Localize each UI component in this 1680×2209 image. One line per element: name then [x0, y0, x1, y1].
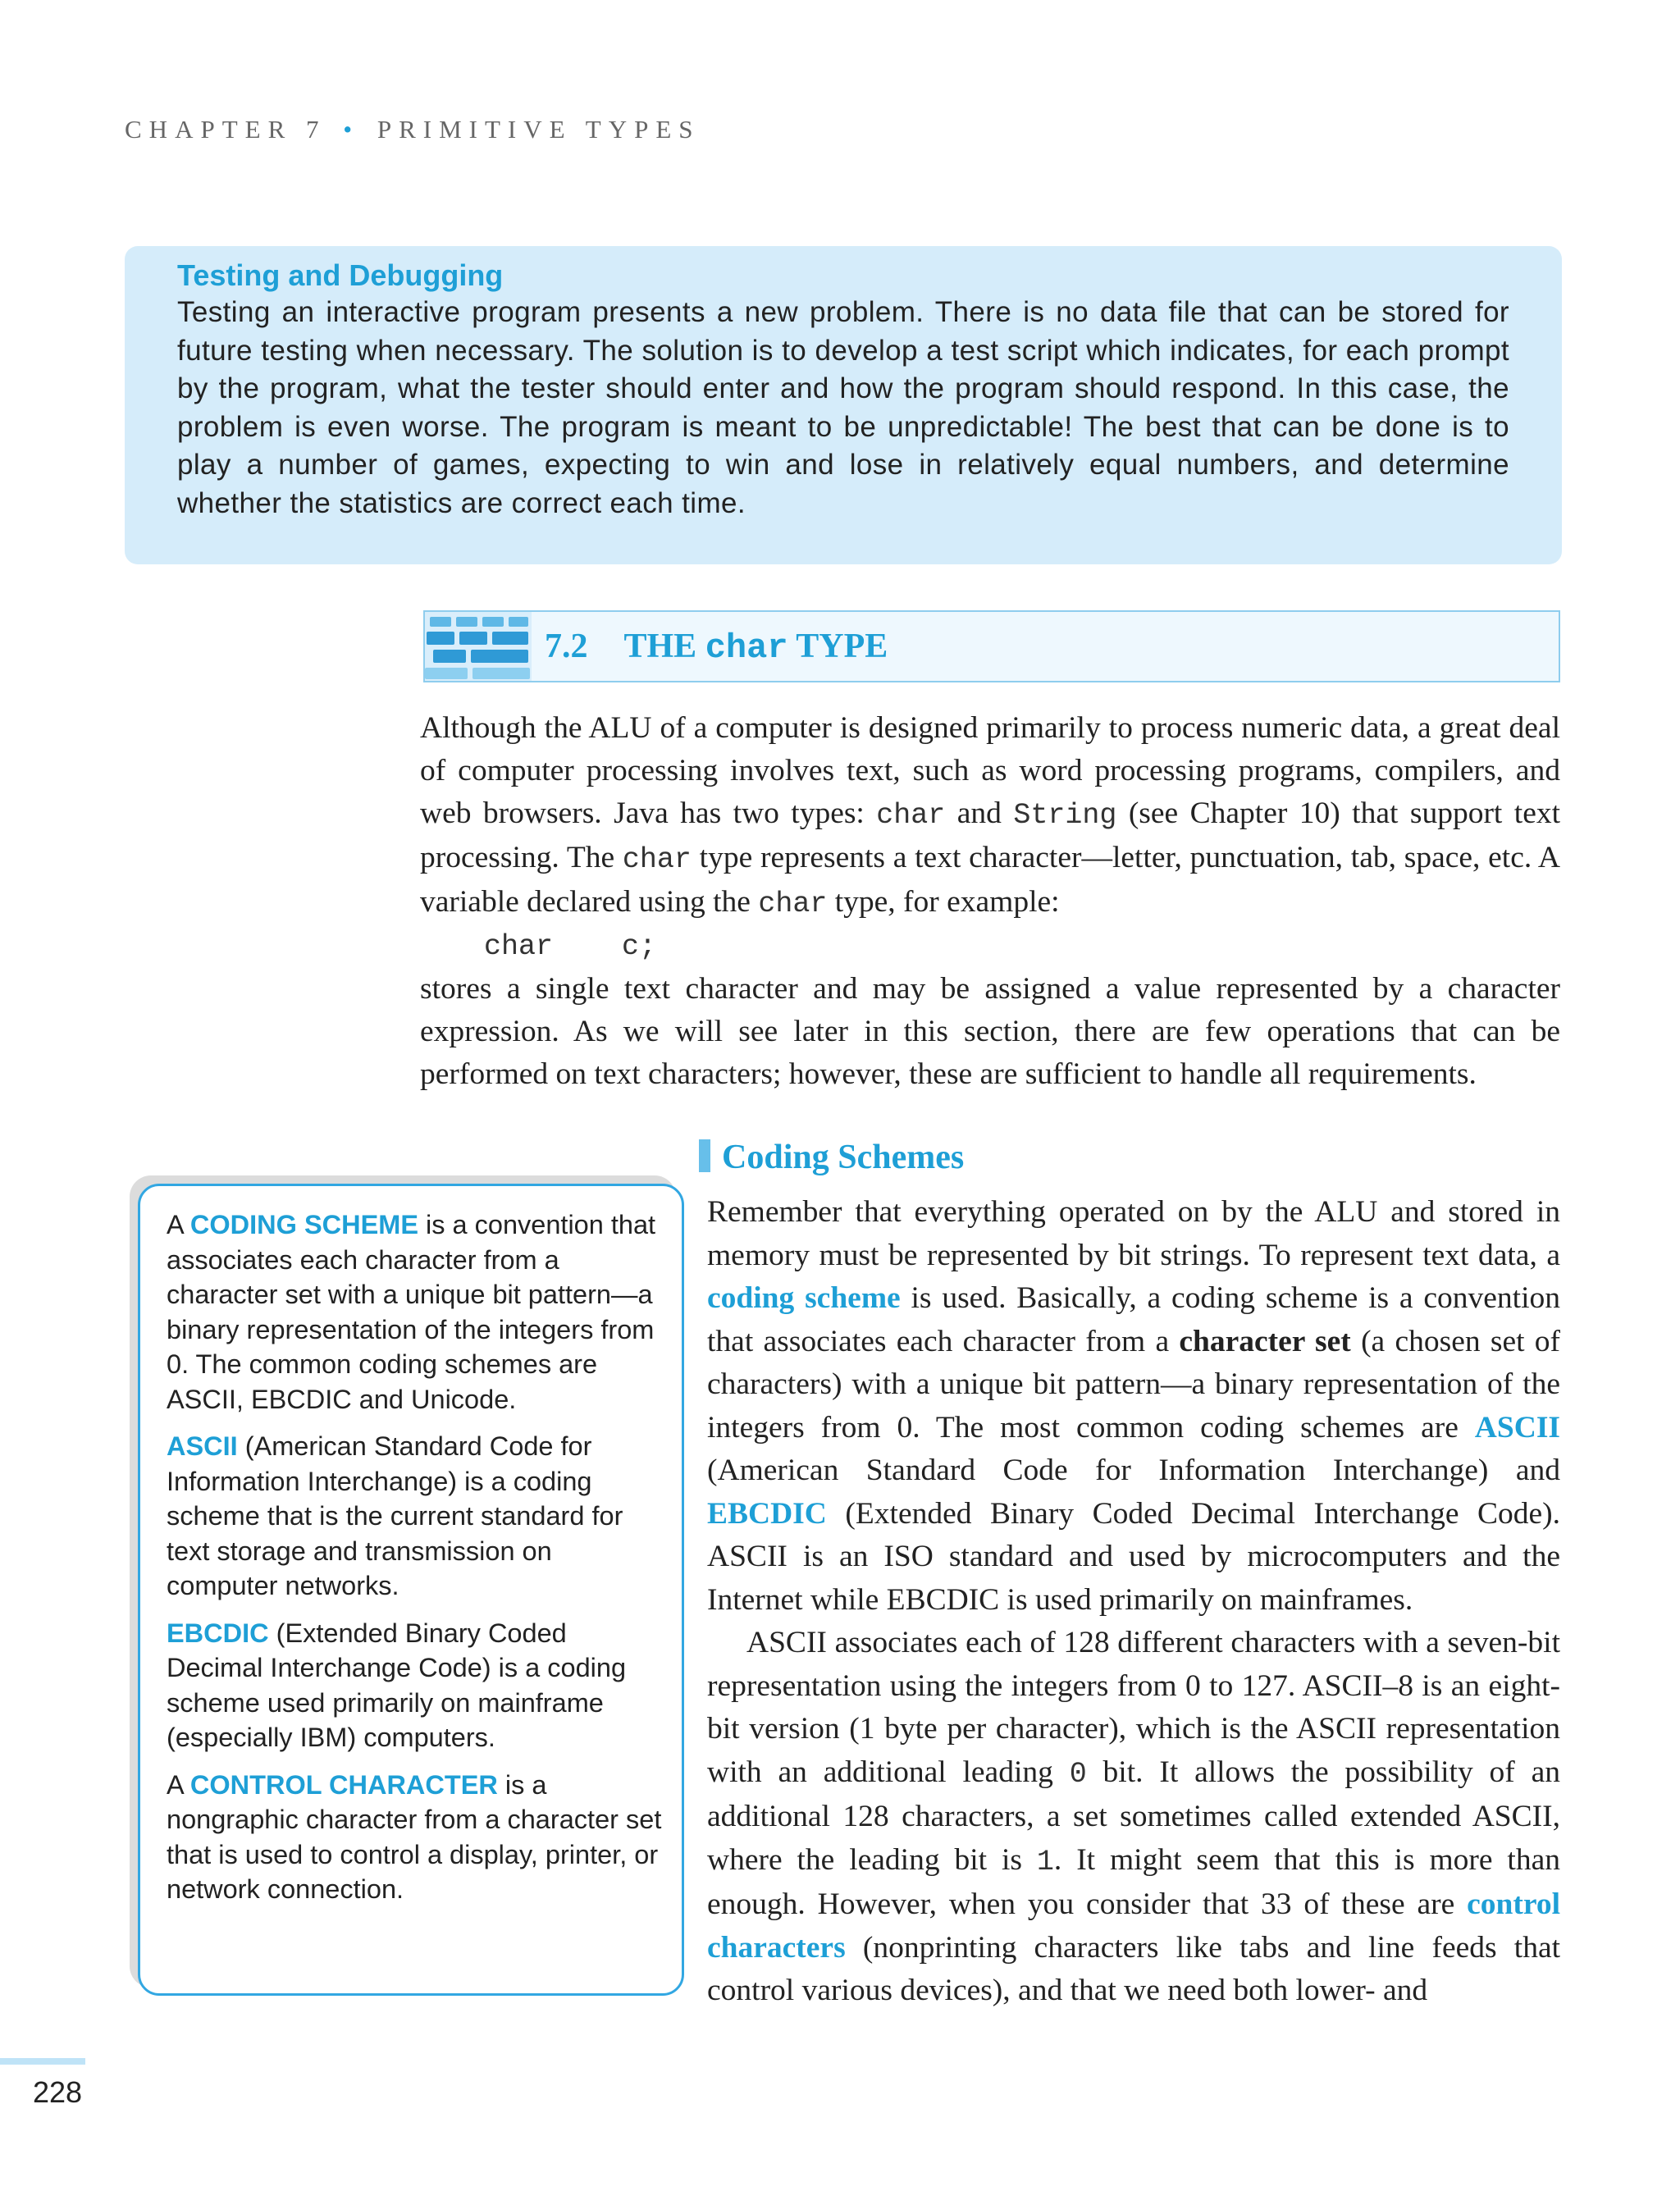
tip-box-title: Testing and Debugging — [177, 258, 504, 292]
subsection-heading — [699, 1138, 964, 1177]
code-example: char c; — [484, 930, 657, 963]
bold-character-set: character set — [1179, 1324, 1351, 1358]
body-paragraph-2: ASCII associates each of 128 different characters with a seven-bit representation using the integers from 0 to 127. ASCII–8 is an eight-bit version (1 byte per character), which is the ASCII representation with an additional leading 0 bit. It allows the possibility of an additional 128 characters, a set sometimes called extended ASCII, where the leading bit is 1. It might seem that this is more than enough. However, when you consider that 33 of these are control characters (nonprinting characters like tabs and line feeds that control various devices), and that we need both lower- and — [707, 1626, 1561, 2007]
tip-box-body: Testing an interactive program presents a new problem. There is no data file that can be stored for future testing when necessary. The solution is to develop a test script which indicates, for each prompt by the program, what the tester should enter and how the program should respond. In this case, the problem is even worse. The program is meant to be unpredictable! The best that can be done is to play a number of games, expecting to win and lose in relatively equal numbers, and determine whether the statistics are correct each time. — [177, 296, 1509, 519]
code-string: String — [1013, 799, 1117, 832]
intro-paragraph-1: Although the ALU of a computer is designed primarily to process numeric data, a great deal of computer processing involves text, such as word processing programs, compilers, and web browsers. Java has two types: char and String (see Chapter 10) that support text processing. The char type represents a text character—letter, punctuation, tab, space, etc. A variable declared using the char type, for example: — [420, 711, 1561, 920]
testing-debugging-box — [125, 246, 1562, 564]
code-one: 1 — [1036, 1845, 1054, 1878]
term-coding-scheme: CODING SCHEME — [189, 1210, 418, 1239]
section-title-code: char — [705, 628, 788, 668]
subsection-title: Coding Schemes — [722, 1139, 965, 1176]
keyword-coding-scheme: coding scheme — [707, 1281, 901, 1315]
definition-coding-scheme: A CODING SCHEME is a convention that associates each character from a character set with a unique bit pattern—a binary representation of the integers from 0. The common coding schemes are ASCII, EBCDIC and Unicode. — [167, 1210, 656, 1414]
intro-text — [420, 707, 1560, 1096]
definition-ebcdic: EBCDIC (Extended Binary Coded Decimal Interchange Code) is a coding scheme used primarily on mainframe (especially IBM) computers. — [167, 1618, 627, 1752]
keyword-ascii: ASCII — [1474, 1410, 1561, 1445]
section-number: 7.2 — [545, 628, 588, 665]
keyword-control-characters: control characters — [707, 1887, 1560, 1965]
chapter-title: PRIMITIVE TYPES — [377, 115, 701, 144]
intro-paragraph-2: stores a single text character and may be assigned a value represented by a character expression. As we will see later in this section, there are few operations that can be performed on text characters; however, these are sufficient to handle all requirements. — [420, 972, 1560, 1091]
term-ascii: ASCII — [167, 1431, 238, 1461]
bullet-separator: • — [343, 115, 353, 144]
section-title-pre: THE — [623, 628, 697, 665]
section-heading — [423, 610, 1560, 682]
term-ebcdic: EBCDIC — [167, 1618, 269, 1648]
keyword-ebcdic: EBCDIC — [707, 1496, 827, 1531]
definitions-sidebar — [138, 1184, 684, 1996]
page-tab — [0, 2058, 85, 2065]
page-number: 228 — [33, 2075, 83, 2109]
keyboard-icon — [425, 612, 532, 681]
code-char: char — [758, 888, 828, 920]
definition-ascii: ASCII (American Standard Code for Information Interchange) is a coding scheme that is the current standard for text storage and transmission on computer networks. — [167, 1431, 623, 1600]
code-zero: 0 — [1069, 1757, 1087, 1791]
code-char: char — [622, 843, 692, 876]
running-head — [125, 115, 701, 144]
heading-bar-icon — [699, 1139, 710, 1172]
term-control-character: CONTROL CHARACTER — [189, 1769, 498, 1800]
code-char: char — [876, 799, 946, 832]
section-title — [545, 627, 888, 668]
chapter-label: CHAPTER 7 — [125, 115, 326, 144]
section-title-post: TYPE — [796, 628, 888, 665]
definition-control-character: A CONTROL CHARACTER is a nongraphic character from a character set that is used to control a display, printer, or network connection. — [167, 1769, 662, 1904]
body-text — [707, 1191, 1560, 2013]
body-paragraph-1: Remember that everything operated on by the ALU and stored in memory must be represented by bit strings. To represent text data, a coding scheme is used. Basically, a coding scheme is a convention that associates each character from a character set (a chosen set of characters) with a unique bit pattern—a binary representation of the integers from 0. The most common coding schemes are ASCII (American Standard Code for Information Interchange) and EBCDIC (Extended Binary Coded Decimal Interchange Code). ASCII is an ISO standard and used by microcomputers and the Internet while EBCDIC is used primarily on mainframes. — [707, 1195, 1561, 1617]
